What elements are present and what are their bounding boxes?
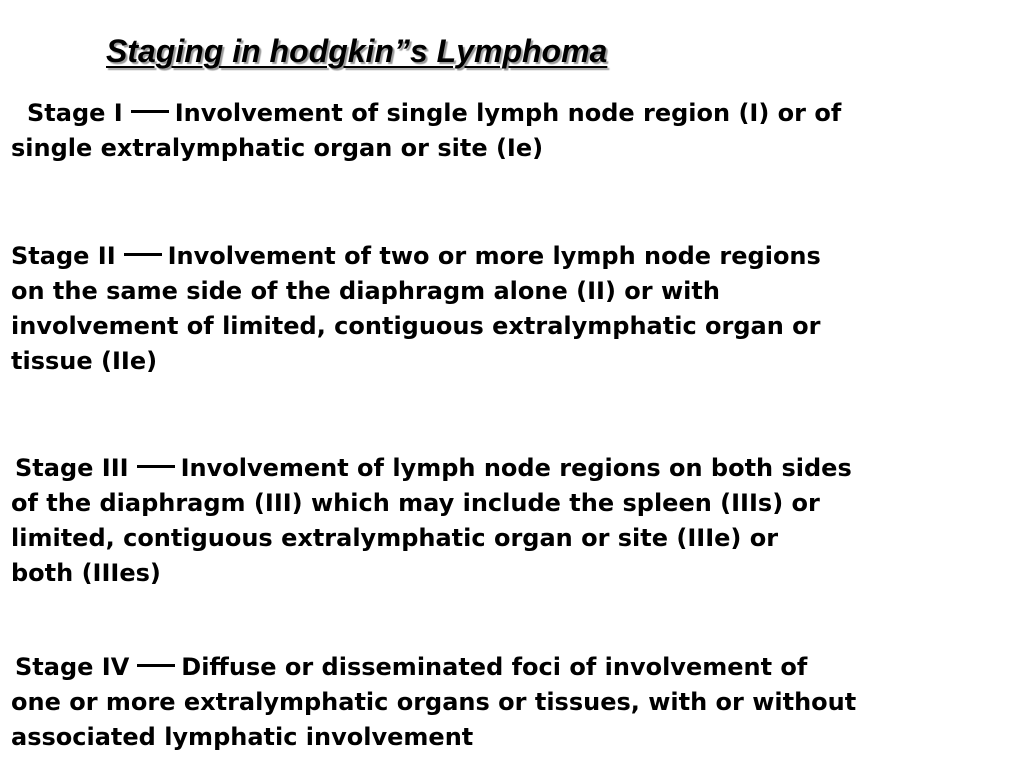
stage-2-paragraph	[11, 239, 1019, 379]
stage-3-text-line-4: both (IIIes)	[11, 559, 161, 587]
stage-3-paragraph	[11, 451, 1019, 591]
stage-1-text-line-2: single extralymphatic organ or site (Ie)	[11, 134, 544, 162]
stage-2-text-line-3: involvement of limited, contiguous extralymphatic organ or	[11, 312, 821, 340]
stage-1-first-line	[11, 96, 1019, 131]
em-dash	[137, 465, 175, 468]
em-dash	[131, 110, 169, 113]
stage-3-text-line-2: of the diaphragm (III) which may include the spleen (IIIs) or	[11, 489, 820, 517]
stage-4-label: Stage IV	[15, 653, 130, 681]
stage-4-paragraph	[11, 650, 1019, 755]
stage-3-text-line-1: Involvement of lymph node regions on both sides	[180, 454, 852, 482]
stage-2-text-line-1: Involvement of two or more lymph node regions	[167, 242, 821, 270]
stage-3-text-line-3: limited, contiguous extralymphatic organ or site (IIIe) or	[11, 524, 779, 552]
stage-4-first-line	[11, 650, 1019, 685]
stage-2-text-line-2: on the same side of the diaphragm alone (II) or with	[11, 277, 720, 305]
stage-2-label: Stage II	[11, 242, 116, 270]
stage-4-text-line-3: associated lymphatic involvement	[11, 723, 474, 751]
stage-1-label: Stage I	[27, 99, 123, 127]
stage-4-text-line-1: Diffuse or disseminated foci of involvement of	[181, 653, 808, 681]
em-dash	[137, 664, 175, 667]
stage-1-paragraph	[11, 96, 1019, 166]
slide-title: Staging in hodgkin”s Lymphoma	[106, 33, 608, 69]
em-dash	[124, 253, 162, 256]
stage-3-first-line	[11, 451, 1019, 486]
stage-4-text-line-2: one or more extralymphatic organs or tissues, with or without	[11, 688, 857, 716]
stage-2-text-line-4: tissue (IIe)	[11, 347, 158, 375]
stage-1-text-line-1: Involvement of single lymph node region (I) or of	[174, 99, 842, 127]
stage-3-label: Stage III	[15, 454, 129, 482]
stage-2-first-line	[11, 239, 1019, 274]
